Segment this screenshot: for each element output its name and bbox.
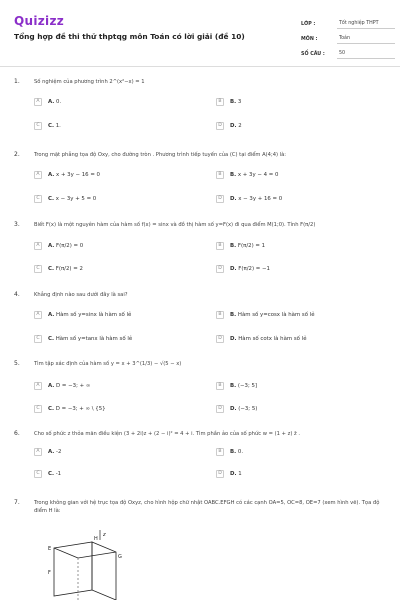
question-number: 4. <box>14 291 20 298</box>
option-key: C <box>34 335 42 343</box>
option-key: C <box>34 195 42 203</box>
option-key: D <box>216 265 224 273</box>
option-key: C <box>34 470 42 478</box>
meta-row-subject <box>301 29 395 44</box>
question-text: Khẳng định nào sau dưới đây là sai? <box>34 292 128 298</box>
figure-label-z: z <box>103 532 106 538</box>
question-number: 3. <box>14 221 20 228</box>
option-a[interactable]: A A. Hàm số y=sinx là hàm số lẻ <box>34 309 131 320</box>
option-key: A <box>34 242 42 250</box>
option-d[interactable]: D D. 2 <box>216 120 242 131</box>
option-key: B <box>216 382 224 390</box>
option-key: D <box>216 195 224 203</box>
option-d[interactable]: D D. F(π/2) = −1 <box>216 263 270 274</box>
option-key: A <box>34 98 42 106</box>
option-a[interactable]: A A. F(π/2) = 0 <box>34 240 83 251</box>
question-text: Trong không gian với hệ trục tọa độ Oxyz, cho hình hộp chữ nhật OABC.EFGH có các cạnh OA=5, OC=8, OE=7 (xem hình vẽ). Tọa độ điểm H là: <box>34 500 380 514</box>
option-c[interactable]: C C. Hàm số y=tanx là hàm số lẻ <box>34 333 132 344</box>
option-key: B <box>216 98 224 106</box>
option-key: A <box>34 171 42 179</box>
question-text: Tìm tập xác định của hàm số y = x + 3^(1/3) − √(5 − x) <box>34 361 182 367</box>
option-b[interactable]: B B. x + 3y − 4 = 0 <box>216 169 278 180</box>
page-title: Tổng hợp đề thi thử thptqg môn Toán có lời giải (đề 10) <box>14 32 245 41</box>
option-b[interactable]: B B. F(π/2) = 1 <box>216 240 265 251</box>
option-key: A <box>34 382 42 390</box>
option-key: D <box>216 470 224 478</box>
meta-value: Toán <box>337 36 395 44</box>
option-key: C <box>34 405 42 413</box>
option-b[interactable]: B B. (−3; 5] <box>216 380 257 391</box>
option-b[interactable]: B B. 0. <box>216 446 243 457</box>
option-b[interactable]: B B. 3 <box>216 96 241 107</box>
figure-label-e: E <box>48 546 52 552</box>
option-key: A <box>34 311 42 319</box>
option-key: B <box>216 171 224 179</box>
figure-label-h: H <box>94 536 98 542</box>
option-b[interactable]: B B. Hàm số y=cosx là hàm số lẻ <box>216 309 315 320</box>
meta-label: SỐ CÂU : <box>301 52 325 57</box>
figure-label-f: F <box>48 570 51 576</box>
option-d[interactable]: D D. (−3; 5) <box>216 403 257 414</box>
option-key: C <box>34 122 42 130</box>
option-c[interactable]: C C. F(π/2) = 2 <box>34 263 83 274</box>
question-text: Số nghiệm của phương trình 2^(x²−x) = 1 <box>34 79 145 85</box>
meta-row-count <box>301 44 395 59</box>
option-a[interactable]: A A. 0. <box>34 96 61 107</box>
meta-value: 50 <box>337 51 395 59</box>
question-number: 6. <box>14 430 20 437</box>
option-key: A <box>34 448 42 456</box>
meta-info <box>301 14 395 59</box>
option-a[interactable]: A A. x + 3y − 16 = 0 <box>34 169 100 180</box>
question-text: Biết F(x) là một nguyên hàm của hàm số f(x) = sinx và đồ thị hàm số y=F(x) đi qua điểm M(1;0). Tính F(π/2) <box>34 222 316 228</box>
option-c[interactable]: C C. 1. <box>34 120 61 131</box>
option-c[interactable]: C C. D = −3; + ∞ \ {5} <box>34 403 106 414</box>
option-a[interactable]: A A. -2 <box>34 446 61 457</box>
question-number: 1. <box>14 78 20 85</box>
option-key: B <box>216 448 224 456</box>
question-number: 2. <box>14 151 20 158</box>
document-header <box>0 0 400 67</box>
question-text: Cho số phức z thỏa mãn điều kiện (3 + 2i)z + (2 − i)² = 4 + i. Tìm phần ảo của số phức w = (1 + z) z̄ . <box>34 431 301 437</box>
option-c[interactable]: C C. x − 3y + 5 = 0 <box>34 193 96 204</box>
option-d[interactable]: D D. x − 3y + 16 = 0 <box>216 193 282 204</box>
question-number: 7. <box>14 499 20 506</box>
option-c[interactable]: C C. -1 <box>34 468 61 479</box>
meta-label: LỚP : <box>301 22 316 27</box>
rectangular-box-figure <box>34 530 144 600</box>
meta-value: Tốt nghiệp THPT <box>337 21 395 29</box>
quizizz-logo: Quizizz <box>14 14 65 28</box>
meta-label: MÔN : <box>301 37 318 42</box>
question-text: Trong mặt phẳng tọa độ Oxy, cho đường tròn . Phương trình tiếp tuyến của (C) tại điểm A(4;4) là: <box>34 152 287 158</box>
option-d[interactable]: D D. Hàm số cotx là hàm số lẻ <box>216 333 307 344</box>
meta-row-class <box>301 14 395 29</box>
figure-label-g: G <box>118 554 122 560</box>
option-key: D <box>216 405 224 413</box>
option-a[interactable]: A A. D = −3; + ∞ <box>34 380 90 391</box>
option-key: B <box>216 311 224 319</box>
option-key: D <box>216 122 224 130</box>
option-key: D <box>216 335 224 343</box>
option-key: B <box>216 242 224 250</box>
question-number: 5. <box>14 360 20 367</box>
option-key: C <box>34 265 42 273</box>
option-d[interactable]: D D. 1 <box>216 468 242 479</box>
